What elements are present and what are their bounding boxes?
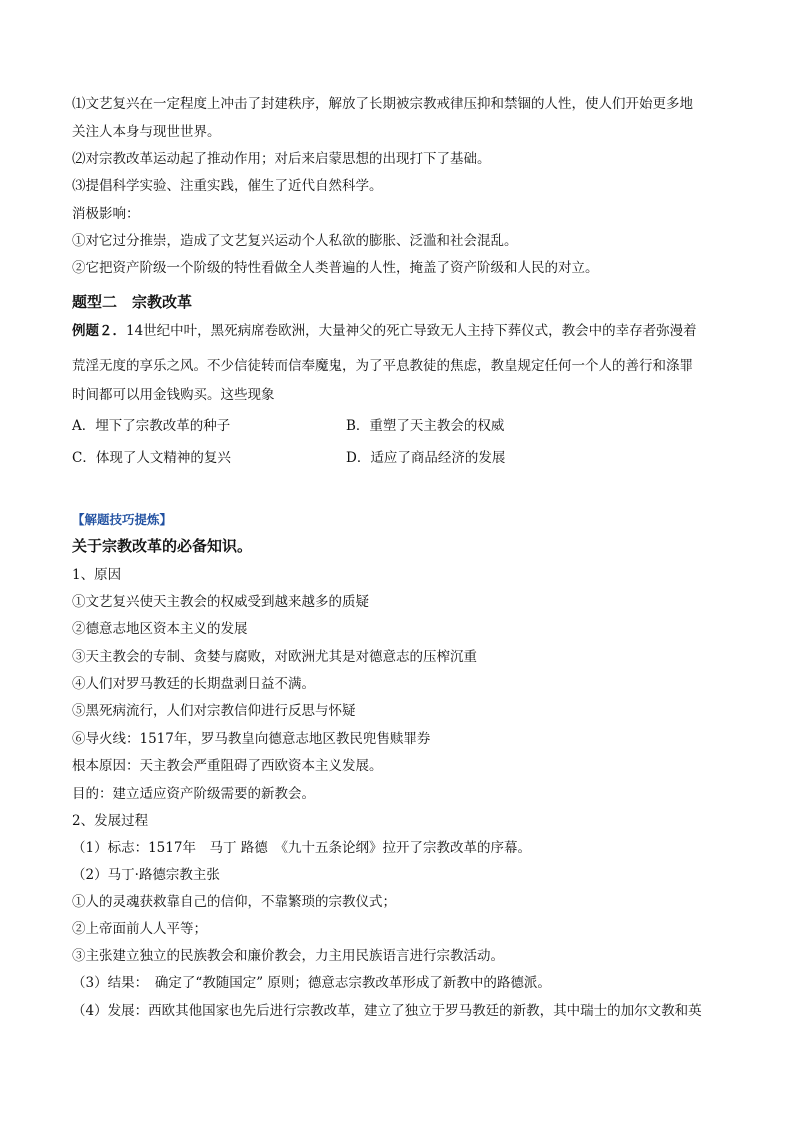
text-line: ②它把资产阶级一个阶级的特性看做全人类普遍的人性，掩盖了资产阶级和人民的对立。 (72, 260, 599, 276)
text-line: 2、发展过程 (72, 813, 149, 829)
text-line: ⑤黑死病流行，人们对宗教信仰进行反思与怀疑 (72, 703, 356, 719)
text-line: ④人们对罗马教廷的长期盘剥日益不满。 (72, 676, 315, 692)
text-line: ⑴文艺复兴在一定程度上冲击了封建秩序，解放了长期被宗教戒律压抑和禁锢的人性，使人们开始更多地 (72, 96, 693, 112)
option-d: D．适应了商品经济的发展 (346, 450, 506, 466)
text-line: ②德意志地区资本主义的发展 (72, 621, 248, 637)
text-line: 根本原因：天主教会严重阻碍了西欧资本主义发展。 (72, 758, 383, 774)
text-line: 目的：建立适应资产阶级需要的新教会。 (72, 786, 315, 802)
text-line: （3）结果： 确定了“教随国定” 原则；德意志宗教改革形成了新教中的路德派。 (72, 975, 551, 991)
text-line: （2）马丁·路德宗教主张 (72, 867, 220, 883)
text-line: ⑥导火线：1517年，罗马教皇向德意志地区教民兜售赎罪券 (72, 731, 431, 747)
text-line: ⑶提倡科学实验、注重实践，催生了近代自然科学。 (72, 178, 383, 194)
text-line: 1、原因 (72, 567, 122, 583)
option-b: B．重塑了天主教会的权威 (346, 418, 505, 434)
example-question-line3: 时间都可以用金钱购买。这些现象 (72, 387, 275, 403)
text-line: ①人的灵魂获救靠自己的信仰，不靠繁琐的宗教仪式； (72, 894, 396, 910)
text-line: ①文艺复兴使天主教会的权威受到越来越多的质疑 (72, 594, 369, 610)
example-label: 例题２． (72, 323, 126, 339)
example-text: 14世纪中叶，黑死病席卷欧洲，大量神父的死亡导致无人主持下葬仪式，教会中的幸存者弥漫着 (126, 323, 697, 339)
text-line: ①对它过分推崇，造成了文艺复兴运动个人私欲的膨胀、泛滥和社会混乱。 (72, 233, 518, 249)
text-line: ③天主教会的专制、贪婪与腐败，对欧洲尤其是对德意志的压榨沉重 (72, 649, 477, 665)
section-heading: 题型二 宗教改革 (72, 293, 193, 311)
text-line: 消极影响： (72, 206, 140, 222)
option-c: C．体现了人文精神的复兴 (72, 450, 231, 466)
example-question-line2: 荒淫无度的享乐之风。不少信徒转而信奉魔鬼，为了平息教徒的焦虑，教皇规定任何一个人的善行和涤罪 (72, 358, 693, 374)
text-line: ②上帝面前人人平等； (72, 921, 207, 937)
text-line: ③主张建立独立的民族教会和廉价教会，力主用民族语言进行宗教活动。 (72, 948, 504, 964)
option-a: A．埋下了宗教改革的种子 (72, 418, 231, 434)
text-line: （4）发展：西欧其他国家也先后进行宗教改革，建立了独立于罗马教廷的新教，其中瑞士的加尔文教和英 (72, 1003, 702, 1019)
example-question-line1 (72, 321, 697, 341)
text-line: 关注人本身与现世世界。 (72, 124, 221, 140)
text-line: ⑵对宗教改革运动起了推动作用；对后来启蒙思想的出现打下了基础。 (72, 151, 491, 167)
text-line: （1）标志：1517年 马丁 路德 《九十五条论纲》拉开了宗教改革的序幕。 (72, 840, 531, 856)
knowledge-title: 关于宗教改革的必备知识。 (72, 537, 253, 555)
skill-tag: 【解题技巧提炼】 (72, 512, 173, 527)
